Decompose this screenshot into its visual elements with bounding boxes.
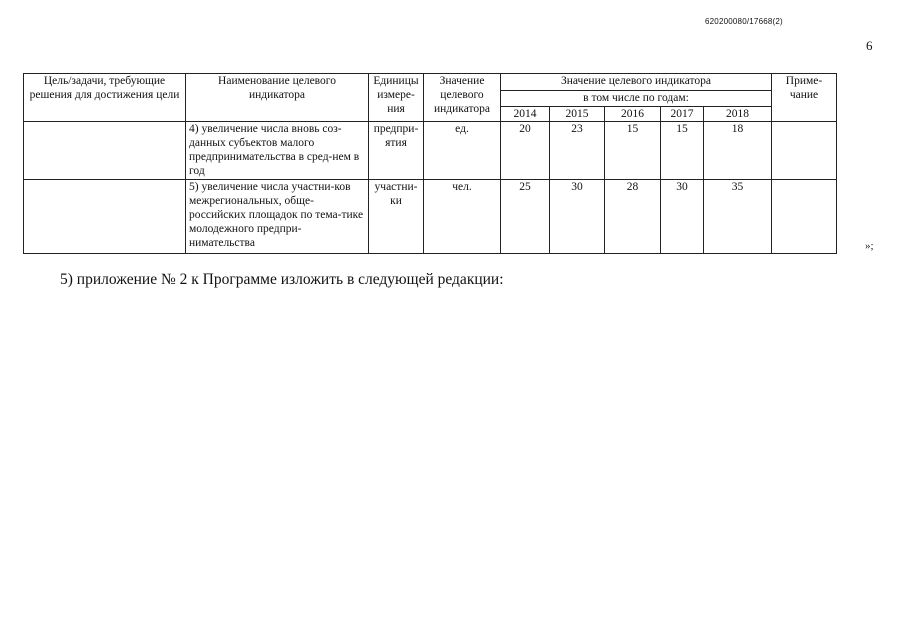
header-note: Приме-чание (772, 74, 837, 122)
cell-year-value: 20 (501, 122, 550, 180)
header-by-year: в том числе по годам: (501, 91, 772, 107)
cell-year-value: 30 (550, 180, 605, 254)
header-year: 2014 (501, 107, 550, 122)
header-unit: Единицы измере-ния (369, 74, 424, 122)
cell-note (772, 180, 837, 254)
indicator-table (23, 73, 837, 254)
cell-unit: предпри-ятия (369, 122, 424, 180)
header-year: 2017 (661, 107, 704, 122)
header-year: 2016 (605, 107, 661, 122)
header-value-group: Значение целевого индикатора (501, 74, 772, 91)
cell-indicator-value: чел. (424, 180, 501, 254)
cell-indicator-name: 4) увеличение числа вновь соз-данных субъектов малого предпринимательства в сред-нем в год (186, 122, 369, 180)
closing-quote-mark: »; (865, 240, 874, 252)
cell-year-value: 18 (704, 122, 772, 180)
cell-goal (24, 122, 186, 180)
cell-indicator-name: 5) увеличение числа участни-ков межрегиональных, обще-российских площадок по тема-тике молодежного предпри-нимательства (186, 180, 369, 254)
page-number: 6 (866, 38, 873, 53)
header-indicator-name: Наименование целевого индикатора (186, 74, 369, 122)
table-row (24, 180, 837, 254)
header-goal: Цель/задачи, требующие решения для достижения цели (24, 74, 186, 122)
header-indicator-value: Значение целевого индикатора (424, 74, 501, 122)
table-row (24, 122, 837, 180)
header-year: 2015 (550, 107, 605, 122)
cell-year-value: 15 (661, 122, 704, 180)
cell-year-value: 25 (501, 180, 550, 254)
cell-unit: участни-ки (369, 180, 424, 254)
cell-year-value: 35 (704, 180, 772, 254)
cell-goal (24, 180, 186, 254)
cell-year-value: 30 (661, 180, 704, 254)
header-year: 2018 (704, 107, 772, 122)
document-id: 620200080/17668(2) (705, 17, 783, 26)
cell-year-value: 15 (605, 122, 661, 180)
cell-note (772, 122, 837, 180)
body-paragraph: 5) приложение № 2 к Программе изложить в следующей редакции: (60, 271, 504, 288)
cell-indicator-value: ед. (424, 122, 501, 180)
cell-year-value: 23 (550, 122, 605, 180)
cell-year-value: 28 (605, 180, 661, 254)
